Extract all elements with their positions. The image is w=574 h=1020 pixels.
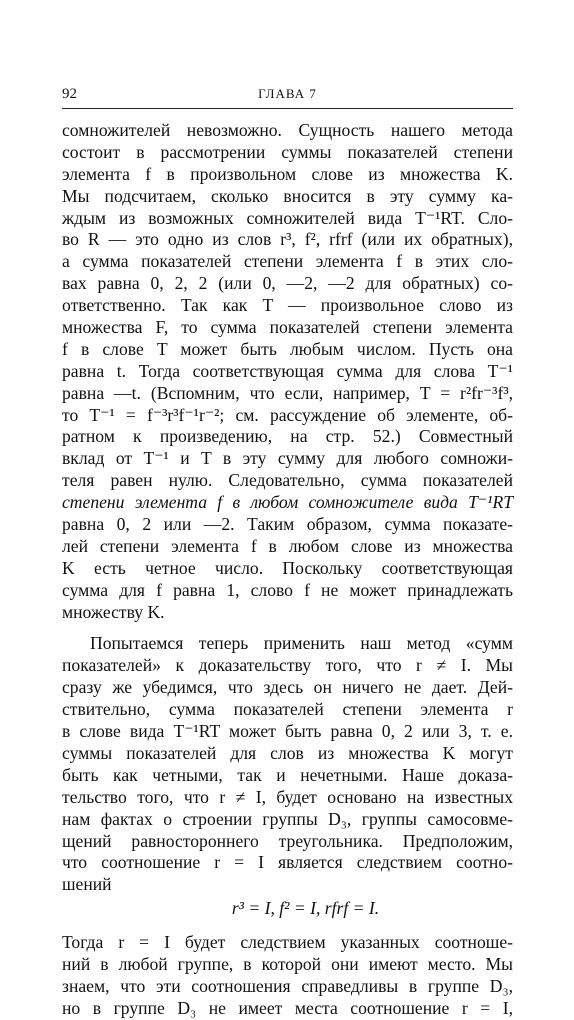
text-line: состоит в рассмотрении суммы показателей степени: [62, 141, 513, 162]
text-line: сумма для f равна 1, слово f не может принадлежать: [62, 579, 513, 600]
text-line: нам фактах о строении группы D₃, группы самосовме-: [62, 808, 513, 829]
text-line: равна t. Тогда соответствующая сумма для слова T⁻¹: [62, 360, 513, 381]
text-line: а сумма показателей степени элемента f в этих сло-: [62, 251, 513, 272]
text-line: Мы подсчитаем, сколько вносится в эту сумму ка-: [62, 185, 513, 206]
text-line: ратном к произведению, на стр. 52.) Совместный: [62, 426, 513, 447]
text-line: показателей» к доказательству того, что r ≠ I. Мы: [62, 655, 513, 676]
running-header: [62, 86, 513, 106]
text-line: во R — это одно из слов r³, f², rfrf (или их обратных),: [62, 229, 513, 250]
text-line: Попытаемся теперь применить наш метод «сумм: [90, 633, 513, 654]
text-line: шений: [62, 874, 112, 895]
page-number: 92: [62, 86, 77, 102]
text-line: равна 0, 2 или —2. Таким образом, сумма показате-: [62, 514, 513, 535]
display-formula: r³ = I, f² = I, rfrf = I.: [231, 898, 380, 919]
text-line: суммы показателей для слов из множества K могут: [62, 742, 513, 763]
text-line: то T⁻¹ = f⁻³r³f⁻¹r⁻²; см. рассуждение об элементе, об-: [62, 404, 513, 425]
text-line: в слове вида T⁻¹RT может быть равна 0, 2 или 3, т. е.: [62, 721, 513, 742]
text-line: степени элемента f в любом сомножителе вида T⁻¹RT: [62, 492, 513, 513]
text-line: сразу же убедимся, что здесь он ничего не дает. Дей-: [62, 677, 513, 698]
chapter-title: ГЛАВА 7: [258, 86, 317, 101]
text-line: K есть четное число. Поскольку соответствующая: [62, 557, 513, 578]
text-line: f в слове T может быть любым числом. Пусть она: [62, 338, 513, 359]
text-line: знаем, что эти соотношения справедливы в группе D₃,: [62, 975, 513, 996]
text-line: щений равностороннего треугольника. Предположим,: [62, 830, 513, 851]
text-line: теля равен нулю. Следовательно, сумма показателей: [62, 470, 513, 491]
paragraph-3: [62, 932, 513, 1020]
text-line: множества F, то сумма показателей степени элемента: [62, 317, 513, 338]
text-line: ний в любой группе, в которой они имеют место. Мы: [62, 953, 513, 974]
paragraph-1: [62, 120, 513, 623]
text-line: ответственно. Так как T — произвольное слово из: [62, 295, 513, 316]
text-line: ждым из возможных сомножителей вида T⁻¹RT. Сло-: [62, 207, 513, 228]
text-line: быть как четными, так и нечетными. Наше доказа-: [62, 764, 513, 785]
text-line: ствительно, сумма показателей степени элемента r: [62, 699, 513, 720]
text-line: равна —t. (Вспомним, что если, например, T = r²fr⁻³f³,: [62, 382, 513, 403]
text-line: элемента f в произвольном слове из множества K.: [62, 163, 513, 184]
text-line: лей степени элемента f в любом слове из множества: [62, 535, 513, 556]
text-line: но в группе D₃ не имеет места соотношение r = I,: [62, 997, 513, 1018]
text-line: сомножителей невозможно. Сущность нашего метода: [62, 120, 513, 140]
header-rule: [62, 108, 513, 109]
text-line: тельство того, что r ≠ I, будет основано на известных: [62, 786, 513, 807]
text-line: вах равна 0, 2, 2 (или 0, —2, —2 для обратных) со-: [62, 273, 513, 294]
text-line: что соотношение r = I является следствием соотно-: [62, 852, 513, 873]
text-line: Тогда r = I будет следствием указанных соотноше-: [62, 932, 513, 953]
text-line: множеству K.: [62, 601, 165, 622]
text-line: вклад от T⁻¹ и T в эту сумму для любого сомножи-: [62, 448, 513, 469]
paragraph-2: [62, 633, 513, 896]
page-body: [62, 120, 513, 1020]
